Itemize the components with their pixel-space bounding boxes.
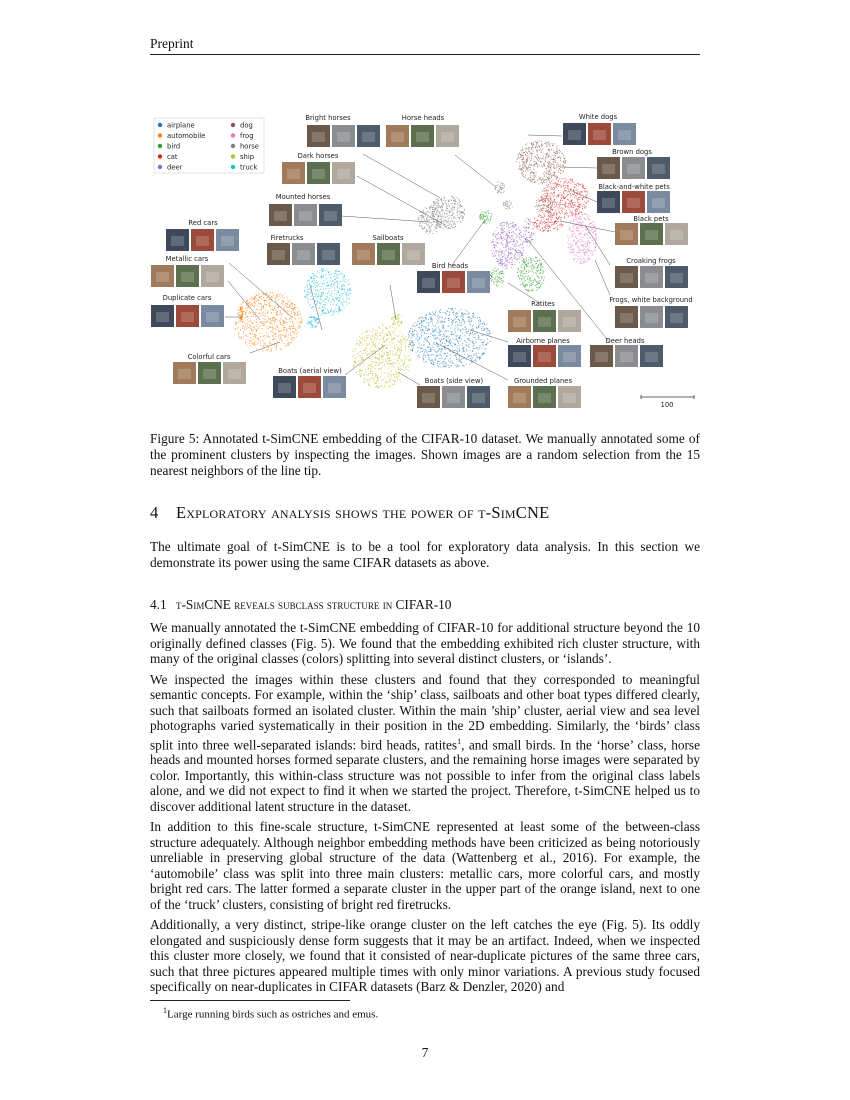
annotation-group [417, 377, 490, 408]
subsection-number: 4.1 [150, 597, 167, 612]
cluster-horse [418, 207, 443, 235]
section-heading [150, 503, 549, 523]
cluster-airplane [408, 308, 492, 368]
paragraph: In addition to this fine-scale structure, t-SimCNE represented at least some of the between-class structure adequately. Although neighbor embedding methods have been criticized as being notoriously unreliable in preserving global structure of the data (Wattenberg et al., 2016). For example, the ‘automobile’ class was split into three main clusters: metallic cars, more colorful cars, and mostly bright red cars. The latter formed a separate cluster in the upper part of the orange island, next to one of the ‘truck’ clusters, consisting of bright red firetrucks. [150, 819, 700, 912]
annotation-group [352, 234, 425, 265]
footnote-mark[interactable]: 1 [457, 736, 462, 746]
cluster-frog [567, 213, 597, 264]
annotation-label: Colorful cars [187, 353, 231, 361]
legend-label: airplane [167, 121, 195, 130]
annotation-line [341, 216, 430, 222]
annotation-line [228, 281, 260, 320]
cluster-dog [516, 140, 567, 184]
annotation-group [508, 337, 581, 367]
annotation-line [595, 260, 610, 295]
cluster-bird [479, 210, 492, 224]
annotation-label: Mounted horses [275, 193, 331, 201]
legend-marker [158, 165, 162, 169]
legend-marker [231, 154, 235, 158]
cluster-horse [503, 200, 514, 209]
cluster-deer [491, 221, 525, 269]
annotation-group [166, 219, 239, 251]
figure-caption: Figure 5: Annotated t-SimCNE embedding of the CIFAR-10 dataset. We manually annotated some of the prominent clusters by inspecting the images. Shown images are a random selection from the 15 nearest neighbors of the line tip. [150, 431, 700, 478]
annotation-line [452, 220, 485, 265]
annotation-label: Boats (side view) [424, 377, 484, 385]
annotation-group [597, 183, 670, 213]
paragraph-text: , and small birds. In the ‘horse’ class, horse heads and mounted horses formed separate clusters, and the remaining horse images were separated by color. Importantly, this within-class structure was not possible to infer from the original class labels alone, and we did not expect to find it when we started the project. Therefore, t-SimCNE helped us to discover additional latent structure in the dataset. [150, 736, 700, 814]
footnote-number: 1 [163, 1005, 167, 1015]
paragraph-text: We inspected the images within these clusters and found that they corresponded to meaningful semantic concepts. For example, within the ‘ship’ class, sailboats and other boat types differed clearly, such that sailboats formed an isolated cluster. Within the main ’ship’ cluster, aerial view and sea level photographs varied systematically in their position in the 2D embedding. Similarly, the ‘birds’ class split into three well-separated islands: bird heads, ratites [150, 671, 700, 752]
annotation-label: Duplicate cars [162, 294, 212, 302]
annotation-label: Bird heads [431, 262, 469, 270]
cluster-ship [352, 324, 412, 388]
paragraph: We manually annotated the t-SimCNE embedding of CIFAR-10 for additional structure beyond the 10 originally defined classes (Fig. 5). We found that the embedding exhibited rich cluster structure, with many of the original classes (colors) splitting into several distinct clusters, or ‘islands’. [150, 620, 700, 666]
annotation-group [151, 294, 224, 327]
legend-label: automobile [167, 132, 206, 140]
running-header: Preprint [150, 36, 194, 51]
cluster-truck [307, 316, 320, 328]
annotation-group [615, 215, 688, 245]
annotation-label: White dogs [578, 113, 618, 121]
legend-marker [231, 144, 235, 148]
annotation-group [609, 296, 692, 328]
annotation-group [615, 257, 688, 288]
section-intro: The ultimate goal of t-SimCNE is to be a tool for exploratory data analysis. In this section we demonstrate its power using the same CIFAR datasets as above. [150, 539, 700, 570]
paragraph: Additionally, a very distinct, stripe-like orange cluster on the left catches the eye (Fig. 5). Its oddly elongated and suspiciously dense form suggests that it may be an artifact. Indeed, when we inspected this cluster more closely, we found that it consisted of near-duplicate pictures of the same three cars, such that three pictures appeared multiple times with only minor variations. A previous study focused specifically on near-duplicates in CIFAR datasets (Barz & Denzler, 2020) and [150, 917, 700, 995]
legend-label: cat [167, 153, 178, 161]
cluster-ship [391, 314, 403, 326]
legend-label: truck [240, 163, 258, 172]
annotation-label: Brown dogs [612, 148, 652, 156]
annotation-label: Metallic cars [165, 255, 209, 263]
annotation-line [528, 135, 562, 136]
legend-label: frog [240, 132, 254, 140]
annotation-label: Airborne planes [516, 337, 570, 345]
annotation-group [563, 113, 636, 145]
legend-label: deer [167, 163, 183, 172]
cluster-automobile [235, 292, 303, 352]
annotation-label: Firetrucks [270, 234, 304, 242]
annotation-label: Ratites [531, 300, 555, 308]
legend-marker [231, 123, 235, 127]
annotation-line [363, 154, 440, 198]
page-number: 7 [421, 1045, 429, 1060]
legend-marker [158, 133, 162, 137]
cluster-bird [517, 257, 545, 293]
annotation-line [398, 372, 420, 385]
cluster-automobile [239, 307, 244, 323]
annotation-label: Frogs, white background [609, 296, 693, 304]
annotation-group [273, 367, 346, 398]
annotation-label: Croaking frogs [626, 257, 676, 265]
header-rule [150, 54, 700, 55]
cluster-bird [489, 268, 505, 287]
annotation-label: Black pets [633, 215, 669, 223]
annotation-group [508, 377, 581, 408]
legend-label: bird [167, 142, 181, 151]
legend [154, 118, 264, 173]
cluster-horse [429, 196, 465, 230]
footnote-text: Large running birds such as ostriches and emus. [167, 1008, 379, 1021]
body-text [150, 620, 700, 1022]
cluster-horse [495, 182, 505, 194]
section-number: 4 [150, 503, 159, 522]
legend-label: dog [240, 121, 253, 130]
footnote [150, 1004, 700, 1022]
annotation-group [417, 262, 490, 293]
section-title: Exploratory analysis shows the power of t-SimCNE [176, 503, 550, 522]
legend-marker [231, 133, 235, 137]
legend-marker [158, 154, 162, 158]
annotation-label: Grounded planes [513, 377, 573, 385]
annotation-group [282, 152, 355, 184]
annotation-group [508, 300, 581, 332]
annotation-group [597, 148, 670, 179]
annotation-label: Bright horses [305, 114, 351, 122]
legend-marker [158, 123, 162, 127]
annotation-line [455, 155, 497, 188]
footnote-rule [150, 1000, 350, 1001]
legend-label: horse [240, 142, 259, 151]
paragraph [150, 672, 700, 815]
legend-marker [231, 165, 235, 169]
annotation-line [390, 285, 396, 320]
annotation-group [305, 114, 380, 147]
annotation-label: Dark horses [297, 152, 339, 160]
annotation-line [357, 176, 445, 225]
annotation-line [570, 190, 597, 202]
annotation-group [386, 114, 459, 147]
cluster-truck [304, 268, 352, 315]
annotation-group [151, 255, 224, 287]
annotation-label: Red cars [188, 219, 218, 227]
annotation-label: Boats (aerial view) [278, 367, 342, 375]
cluster-deer [523, 218, 535, 246]
annotation-label: Sailboats [372, 234, 404, 242]
scale-bar [641, 395, 694, 409]
cluster-cat [532, 212, 563, 232]
annotation-label: Horse heads [401, 114, 445, 122]
annotation-label: Black-and-white pets [598, 183, 670, 191]
annotation-group [173, 353, 246, 384]
annotation-group [267, 234, 340, 265]
scale-bar-label: 100 [660, 401, 674, 409]
legend-marker [158, 144, 162, 148]
annotation-line [250, 342, 280, 353]
annotation-label: Deer heads [605, 337, 645, 345]
subsection-heading [150, 597, 451, 613]
figure-5-embedding [150, 105, 700, 415]
subsection-title: t-SimCNE reveals subclass structure in CIFAR-10 [176, 597, 452, 612]
annotation-group [269, 193, 342, 226]
annotation-group [590, 337, 663, 367]
legend-label: ship [240, 153, 255, 161]
